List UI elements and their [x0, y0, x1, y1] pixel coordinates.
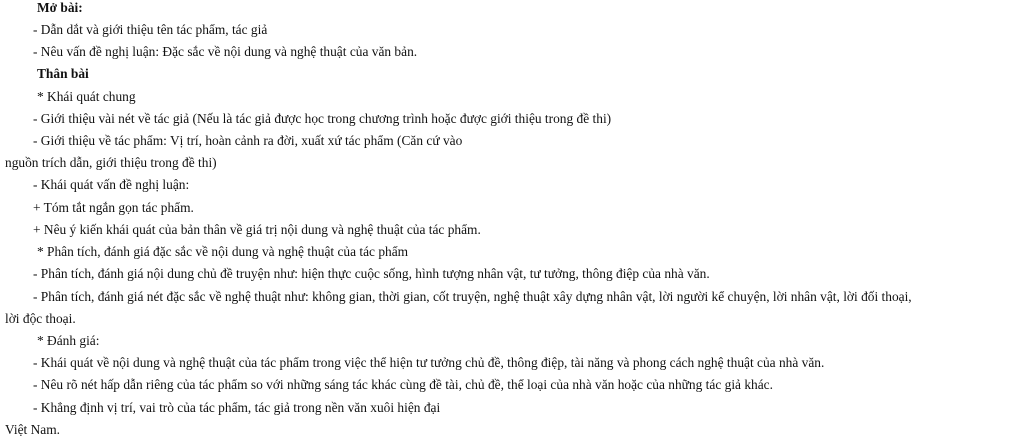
outline-line-continuation: lời độc thoại. — [5, 311, 76, 326]
heading-than-bai: Thân bài — [37, 66, 89, 81]
outline-line: - Nêu rõ nét hấp dẫn riêng của tác phẩm so với những sáng tác khác cùng đề tài, chủ đề, thể loại của nhà văn hoặc của những tác giả khác. — [33, 377, 773, 392]
outline-line: - Khái quát về nội dung và nghệ thuật của tác phẩm trong việc thể hiện tư tưởng chủ đề, thông điệp, tài năng và phong cách nghệ thuật của nhà văn. — [33, 355, 825, 370]
outline-line: + Nêu ý kiến khái quát của bản thân về giá trị nội dung và nghệ thuật của tác phẩm. — [33, 222, 481, 237]
section-label: * Phân tích, đánh giá đặc sắc về nội dung và nghệ thuật của tác phẩm — [37, 244, 409, 259]
outline-line: - Phân tích, đánh giá nét đặc sắc về nghệ thuật như: không gian, thời gian, cốt truyện, nghệ thuật xây dựng nhân vật, lời người kể chuyện, lời nhân vật, lời đối thoại, — [33, 289, 912, 304]
outline-line: - Khái quát vấn đề nghị luận: — [33, 177, 190, 192]
outline-line-continuation: nguồn trích dẫn, giới thiệu trong đề thi) — [5, 155, 217, 170]
outline-line: - Khẳng định vị trí, vai trò của tác phẩm, tác giả trong nền văn xuôi hiện đại — [33, 400, 441, 415]
outline-line: + Tóm tắt ngắn gọn tác phẩm. — [33, 200, 194, 215]
section-label: * Khái quát chung — [37, 89, 136, 104]
outline-line-continuation: Việt Nam. — [5, 422, 60, 437]
outline-line: - Phân tích, đánh giá nội dung chủ đề truyện như: hiện thực cuộc sống, hình tượng nhân vật, tư tưởng, thông điệp của nhà văn. — [33, 266, 710, 281]
outline-line: - Nêu vấn đề nghị luận: Đặc sắc về nội dung và nghệ thuật của văn bản. — [33, 44, 418, 59]
section-label: * Đánh giá: — [37, 333, 100, 348]
heading-mo-bai: Mở bài: — [37, 0, 83, 15]
outline-line: - Giới thiệu vài nét về tác giả (Nếu là tác giả được học trong chương trình hoặc được giới thiệu trong đề thi) — [33, 111, 612, 126]
outline-line: - Giới thiệu về tác phẩm: Vị trí, hoàn cảnh ra đời, xuất xứ tác phẩm (Căn cứ vào — [33, 133, 463, 148]
outline-line: - Dẫn dắt và giới thiệu tên tác phẩm, tác giả — [33, 22, 268, 37]
